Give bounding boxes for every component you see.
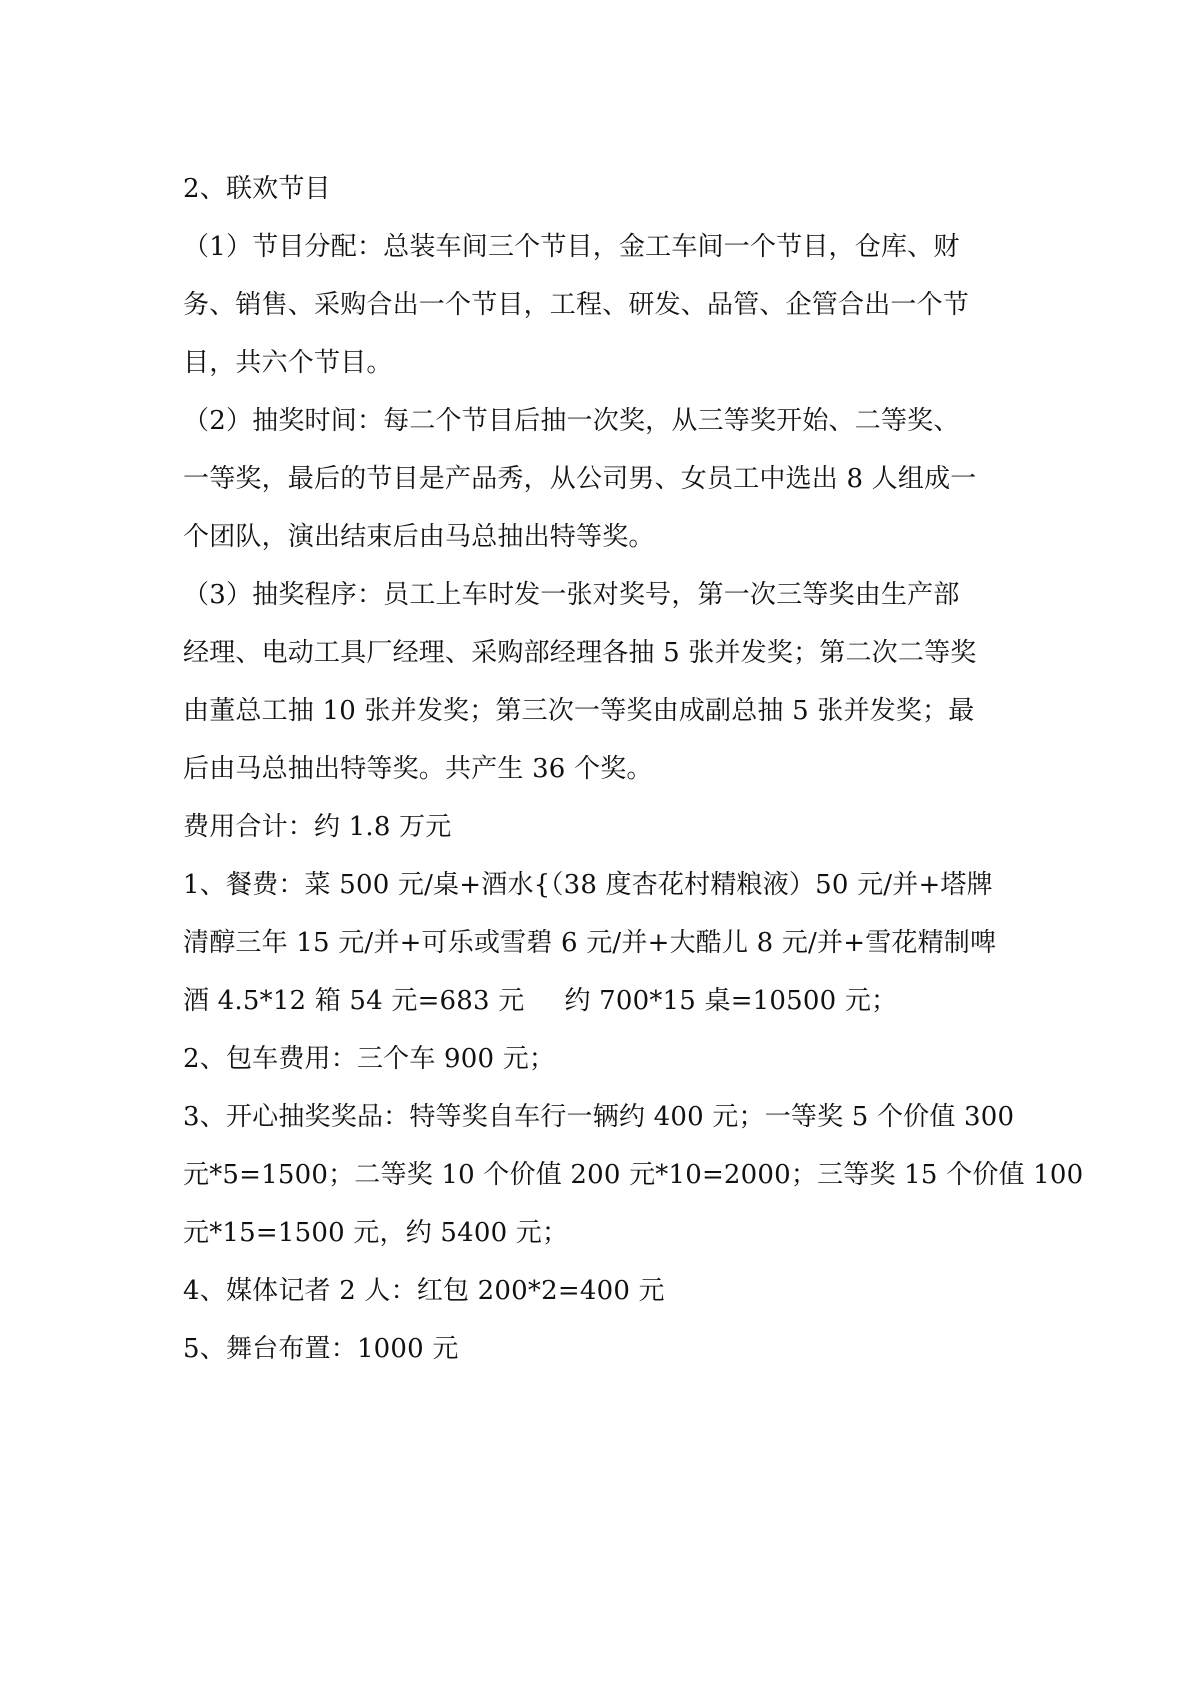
text-line: 3、开心抽奖奖品：特等奖自车行一辆约 400 元；一等奖 5 个价值 300: [183, 1102, 1015, 1132]
paragraph-program-allocation: [183, 218, 1033, 392]
text-line: 目，共六个节目。: [183, 348, 393, 378]
text-line: 经理、电动工具厂经理、采购部经理各抽 5 张并发奖；第二次二等奖: [183, 638, 977, 668]
text-line: 由董总工抽 10 张并发奖；第三次一等奖由成副总抽 5 张并发奖；最: [183, 696, 975, 726]
text-line: （2）抽奖时间：每二个节目后抽一次奖，从三等奖开始、二等奖、: [183, 406, 960, 436]
text-segment: 约 700*15 桌=10500 元；: [564, 986, 898, 1016]
cost-item-media: 4、媒体记者 2 人：红包 200*2=400 元: [183, 1276, 665, 1306]
paragraph-lottery-procedure: [183, 566, 1033, 798]
paragraph-lottery-time: [183, 392, 1033, 566]
cost-total: 费用合计：约 1.8 万元: [183, 812, 452, 842]
document-body: [183, 160, 1084, 1378]
text-line: 元*15=1500 元，约 5400 元；: [183, 1218, 569, 1248]
text-line: 1、餐费：菜 500 元/桌+酒水{（38 度杏花村精粮液）50 元/并+塔牌: [183, 870, 993, 900]
text-line: 清醇三年 15 元/并+可乐或雪碧 6 元/并+大酷儿 8 元/并+雪花精制啤: [183, 928, 997, 958]
section-heading: 2、联欢节目: [183, 174, 331, 204]
text-line: （3）抽奖程序：员工上车时发一张对奖号，第一次三等奖由生产部: [183, 580, 960, 610]
text-line: [183, 972, 1033, 1030]
text-line: 元*5=1500；二等奖 10 个价值 200 元*10=2000；三等奖 15 个价值 100: [183, 1160, 1084, 1190]
text-line: （1）节目分配：总装车间三个节目，金工车间一个节目，仓库、财: [183, 232, 960, 262]
cost-item-stage: 5、舞台布置：1000 元: [183, 1334, 459, 1364]
text-line: 个团队，演出结束后由马总抽出特等奖。: [183, 522, 655, 552]
text-line: 后由马总抽出特等奖。共产生 36 个奖。: [183, 754, 653, 784]
cost-item-bus: 2、包车费用：三个车 900 元；: [183, 1044, 556, 1074]
cost-item-prizes: [183, 1088, 1084, 1262]
text-line: 一等奖，最后的节目是产品秀，从公司男、女员工中选出 8 人组成一: [183, 464, 977, 494]
text-line: 务、销售、采购合出一个节目，工程、研发、品管、企管合出一个节: [183, 290, 970, 320]
text-segment: 酒 4.5*12 箱 54 元=683 元: [183, 986, 525, 1016]
cost-item-meals: [183, 856, 1033, 1030]
